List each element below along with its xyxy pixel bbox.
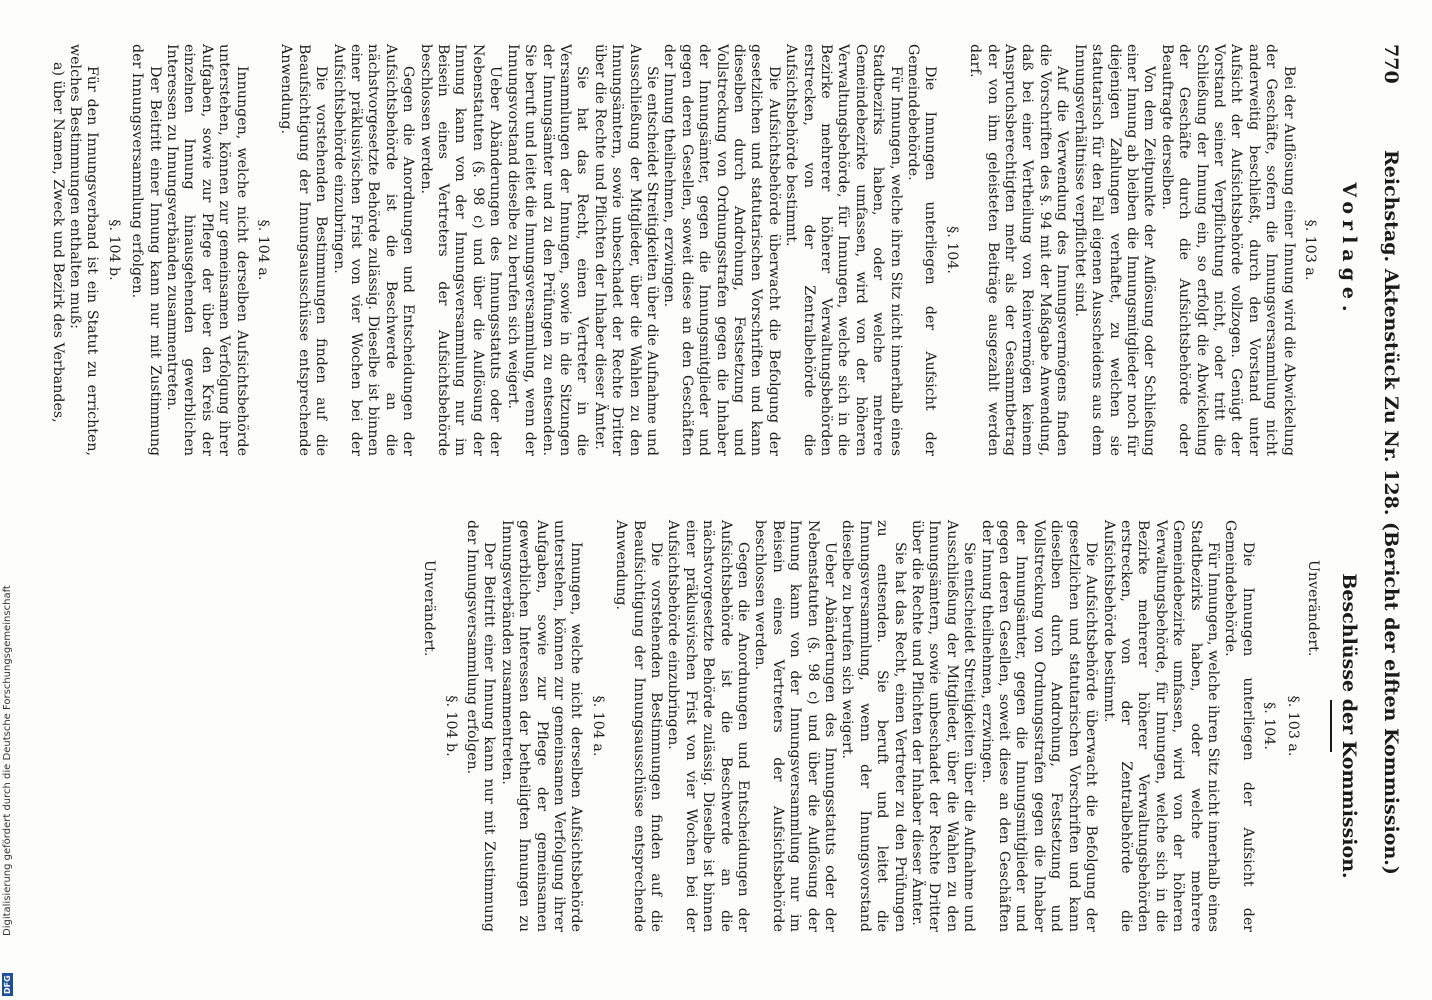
paragraph: Für den Innungsverband ist ein Statut zu errichten, welches Bestimmungen enthalten muß:	[66, 44, 101, 456]
paragraph: Sie hat das Recht, einen Vertreter in die Versammlungen der Innungen, sowie in die Sitzungen der Innungsämter und zu den Prüfungen zu entsenden. Sie beruft und leitet die Innungsversammlung, wenn der Innungsvorstand dieselbe zu berufen sich weigert.	[504, 44, 591, 456]
paragraph: Gegen die Anordnungen und Entscheidungen der Aufsichtsbehörde ist die Beschwerde an die nächstvorgesetzte Behörde zulässig. Dieselbe ist binnen einer präklusivischen Frist von vier Wochen bei der Aufsichtsbehörde einzubringen.	[665, 520, 751, 932]
right-column-text	[418, 520, 1324, 932]
paragraph: Die vorstehenden Bestimmungen finden auf die Beaufsichtigung der Innungsausschüsse entsprechende Anwendung.	[613, 520, 664, 932]
section-number: §. 104.	[943, 226, 960, 274]
paragraph: Die Innungen unterliegen der Aufsicht der Gemeindebehörde.	[1222, 520, 1256, 932]
paragraph: Die Innungen unterliegen der Aufsicht der Gemeindebehörde.	[905, 44, 939, 456]
paragraph: Ueber Abänderungen des Innungsstatuts oder der Nebenstatuten (§. 98 c) und über die Auflösung der Innung kann von der Innungsversammlung nur im Beisein eines Vertreters der Aufsichtsbehörde beschlossen werden.	[417, 44, 504, 456]
paragraph: Bei der Auflösung einer Innung wird die Abwickelung der Geschäfte, sofern die Innungsversammlung nicht anderweitig beschließt, durch den Vorstand unter Aufsicht der Aufsichtsbehörde vollzogen. Genügt der Vorstand seiner Verpflichtung nicht, oder tritt die Schließung der Innung ein, so erfolgt die Abwickelung der Geschäfte durch die Aufsichtsbehörde oder Beauftragte derselben.	[1158, 44, 1297, 456]
paragraph: Der Beitritt einer Innung kann nur mit Zustimmung der Innungsversammlung erfolgen.	[129, 44, 163, 456]
dfg-logo: DFG	[3, 975, 12, 994]
section-number: §. 104.	[1261, 702, 1278, 750]
paragraph: Von dem Zeitpunkte der Auflösung oder Schließung einer Innung ab bleiben die Innungsmitglieder noch für diejenigen Zahlungen verhaftet, zu welchen sie statutarisch für den Fall eigenen Ausscheidens aus dem Innungsverhältnisse verpflichtet sind.	[1071, 44, 1158, 456]
unchanged-note: Unverändert.	[421, 560, 438, 657]
paragraph: Sie entscheidet Streitigkeiten über die Aufnahme und Ausschließung der Mitglieder, über die Wahlen zu den Innungsämtern, sowie unbeschadet der Rechte Dritter über die Rechte und Pflichten der Inhaber dieser Ämter.	[909, 520, 978, 932]
heading-rule	[1330, 700, 1332, 752]
paragraph: Die Aufsichtsbehörde überwacht die Befolgung der gesetzlichen und statutarischen Vorschriften und kann dieselben durch Androhung, Festsetzung und Vollstreckung von Ordnungsstrafen gegen die Inhaber der Innungsämter, gegen die Innungsmitglieder und gegen deren Gesellen, soweit diese an den Geschäften der Innung theilnehmen, erzwingen.	[661, 44, 782, 456]
section-number: §. 104 a.	[589, 695, 606, 757]
paragraph: Für Innungen, welche ihren Sitz nicht innerhalb eines Stadtbezirks haben, oder welche mehrere Gemeindebezirke umfassen, wird von der höheren Verwaltungsbehörde, für Innungen, welche sich in die Bezirke mehrerer höherer Verwaltungsbehörden erstrecken, von der Zentralbehörde die Aufsichtsbehörde bestimmt.	[1100, 520, 1221, 933]
paragraph: Auf die Verwendung des Innungsvermögens finden die Vorschriften des §. 94 mit der Maßgabe Anwendung, daß bei einer Vertheilung von Reinvermögen keinem Anspruchsberechtigten mehr als der Gesammtbetrag der von ihm geleisteten Beiträge ausgezahlt werden darf.	[967, 44, 1071, 456]
list-item: a) über Namen, Zweck und Bezirk des Verbandes,	[49, 62, 66, 423]
left-column-text	[48, 44, 1324, 456]
paragraph: Der Beitritt einer Innung kann nur mit Zustimmung der Innungsversammlung erfolgen.	[463, 520, 498, 932]
left-column-heading: Vorlage.	[1338, 182, 1360, 318]
paragraph: Sie hat das Recht, einen Vertreter zu den Prüfungen zu entsenden. Sie beruft und leitet die Innungsversammlung, wenn der Innungsvorstand dieselbe zu berufen sich weigert.	[839, 520, 908, 932]
paragraph: Die vorstehenden Bestimmungen finden auf die Beaufsichtigung der Innungsausschüsse entsprechende Anwendung.	[278, 44, 330, 456]
paragraph: Gegen die Anordnungen und Entscheidungen der Aufsichtsbehörde ist die Beschwerde an die nächstvorgesetzte Behörde zulässig. Dieselbe ist binnen einer präklusivischen Frist von vier Wochen bei der Aufsichtsbehörde einzubringen.	[330, 44, 417, 456]
section-number: §. 104 b.	[443, 695, 460, 757]
section-number: §. 103 a.	[1284, 695, 1301, 757]
page-number: 770	[1380, 44, 1402, 84]
funding-notice: Digitalisierung gefördert durch die Deutsche Forschungsgemeinschaft	[2, 585, 13, 936]
paragraph: Die Aufsichtsbehörde überwacht die Befolgung der gesetzlichen und statutarischen Vorschriften und kann dieselben durch Androhung, Festsetzung und Vollstreckung von Ordnungsstrafen gegen die Inhaber der Innungsämter, gegen die Innungsmitglieder und gegen deren Gesellen, soweit diese an den Geschäften der Innung theilnehmen, erzwingen.	[978, 520, 1100, 932]
paragraph: Sie entscheidet Streitigkeiten über die Aufnahme und Ausschließung der Mitglieder, über die Wahlen zu den Innungsämtern, sowie unbeschadet der Rechte Dritter über die Rechte und Pflichten der Inhaber dieser Ämter.	[591, 44, 660, 456]
section-number: §. 104 a.	[255, 219, 272, 281]
paragraph: Ueber Abänderungen des Innungsstatuts oder der Nebenstatuten (§. 98 c) und über die Auflösung der Innung kann von der Innungsversammlung nur im Beisein eines Vertreters der Aufsichtsbehörde beschlossen werden.	[752, 520, 839, 932]
section-number: §. 104 b.	[105, 219, 122, 281]
paragraph: Innungen, welche nicht derselben Aufsichtsbehörde unterstehen, können zur gemeinsamen Verfolgung ihrer Aufgaben, sowie zur Pflege der über den Kreis der einzelnen Innung hinausgehenden gewerblichen Interessen zu Innungsverbänden zusammentreten.	[164, 44, 250, 456]
unchanged-note: Unverändert.	[1305, 560, 1321, 657]
right-column-heading: Beschlüsse der Kommission.	[1338, 573, 1360, 879]
page-title: Reichstag. Aktenstück Zu Nr. 128. (Bericht der elften Kommission.)	[1380, 150, 1402, 875]
paragraph: Innungen, welche nicht derselben Aufsichtsbehörde unterstehen, können zur gemeinsamen Verfolgung ihrer Aufgaben, sowie zur Pflege der gemeinsamen gewerblichen Interessen der betheiligten Innungen zu Innungsverbänden zusammentreten.	[498, 520, 585, 932]
paragraph: Für Innungen, welche ihren Sitz nicht innerhalb eines Stadtbezirks haben, oder welche mehrere Gemeindebezirke umfassen, wird von der höheren Verwaltungsbehörde, für Innungen, welche sich in die Bezirke mehrerer höherer Verwaltungsbehörden erstrecken, von der Zentralbehörde die Aufsichtsbehörde bestimmt.	[783, 44, 904, 457]
section-number: §. 103 a.	[1302, 219, 1318, 281]
